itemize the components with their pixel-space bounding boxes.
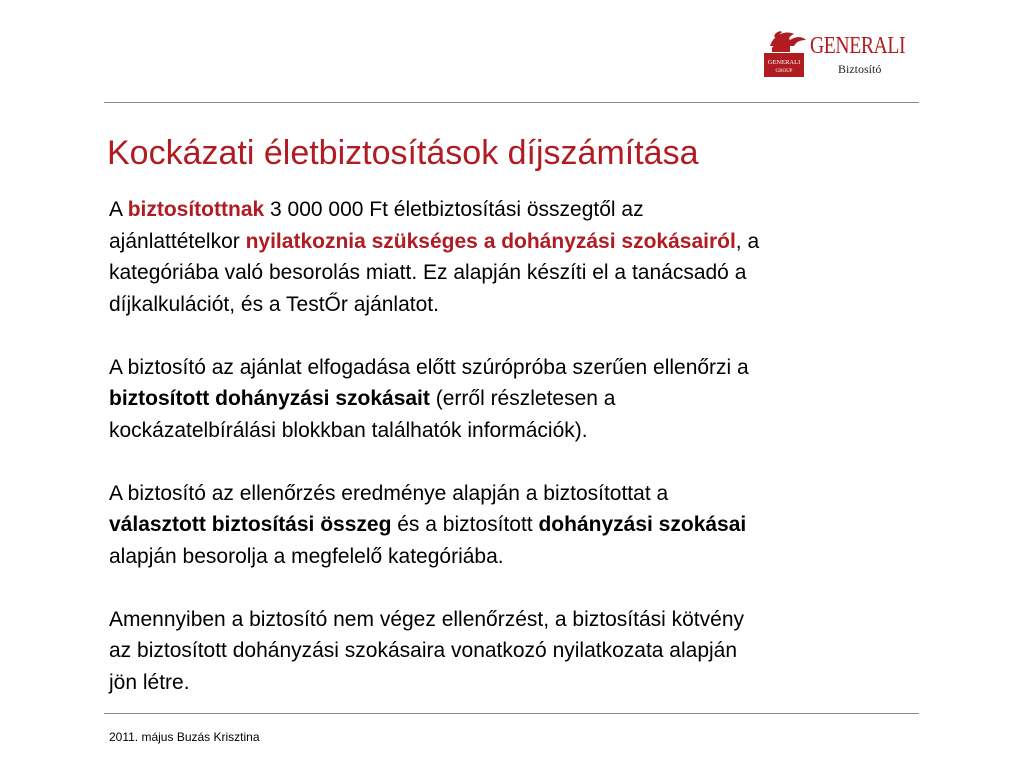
generali-logo bbox=[760, 26, 925, 81]
slide-body bbox=[109, 194, 939, 698]
paragraph-1-line-1 bbox=[109, 194, 939, 226]
footer-divider bbox=[104, 713, 919, 714]
paragraph-4-line-2: az biztosított dohányzási szokásaira vonatkozó nyilatkozata alapján bbox=[109, 639, 738, 662]
paragraph-1-line-4: díjkalkulációt, és a TestŐr ajánlatot. bbox=[109, 292, 439, 316]
emblem-text-generali: GENERALI bbox=[767, 59, 801, 66]
paragraph-2 bbox=[109, 352, 939, 447]
header-divider bbox=[104, 102, 919, 103]
generali-lion-emblem-icon bbox=[760, 26, 808, 78]
text-segment: ajánlattételkor bbox=[109, 229, 246, 253]
logo-subtitle: Biztosító bbox=[838, 62, 882, 76]
text-segment: (erről részletesen a bbox=[429, 387, 616, 410]
emphasis-smoking-habits: biztosított dohányzási szokásait bbox=[109, 387, 430, 410]
paragraph-4 bbox=[109, 604, 939, 699]
paragraph-4-line-1: Amennyiben a biztosító nem végez ellenőrzést, a biztosítási kötvény bbox=[109, 607, 745, 631]
paragraph-3-line-2 bbox=[109, 509, 939, 541]
emphasis-insured: biztosítottnak bbox=[127, 198, 265, 221]
logo-wordmark: GENERALI bbox=[810, 33, 906, 59]
text-segment: 3 000 000 Ft életbiztosítási összegtől az bbox=[264, 198, 644, 221]
paragraph-2-line-1: A biztosító az ajánlat elfogadása előtt szúrópróba szerűen ellenőrzi a bbox=[109, 355, 749, 379]
paragraph-1 bbox=[109, 194, 939, 320]
paragraph-1-line-2 bbox=[109, 226, 939, 258]
text-segment: és a biztosított bbox=[391, 513, 539, 536]
footer-text: 2011. május Buzás Krisztina bbox=[109, 730, 260, 744]
text-segment: A bbox=[109, 198, 128, 221]
emphasis-smoking-declaration: nyilatkoznia szükséges a dohányzási szokásairól bbox=[245, 229, 736, 253]
paragraph-3-line-3: alapján besorolja a megfelelő kategóriába. bbox=[109, 544, 504, 568]
paragraph-2-line-3: kockázatelbírálási blokkban találhatók információk). bbox=[109, 418, 588, 442]
text-segment: , a bbox=[735, 229, 760, 253]
paragraph-3 bbox=[109, 478, 939, 573]
paragraph-3-line-1: A biztosító az ellenőrzés eredménye alapján a biztosítottat a bbox=[109, 481, 669, 505]
page-title: Kockázati életbiztosítások díjszámítása bbox=[107, 134, 699, 172]
emphasis-smoking-habits-2: dohányzási szokásai bbox=[538, 513, 747, 536]
emphasis-sum-insured: választott biztosítási összeg bbox=[109, 513, 392, 536]
emblem-text-group: GROUP bbox=[775, 69, 793, 74]
paragraph-4-line-3: jön létre. bbox=[109, 670, 190, 694]
paragraph-1-line-3: kategóriába való besorolás miatt. Ez alapján készíti el a tanácsadó a bbox=[109, 261, 747, 284]
paragraph-2-line-2 bbox=[109, 383, 939, 415]
